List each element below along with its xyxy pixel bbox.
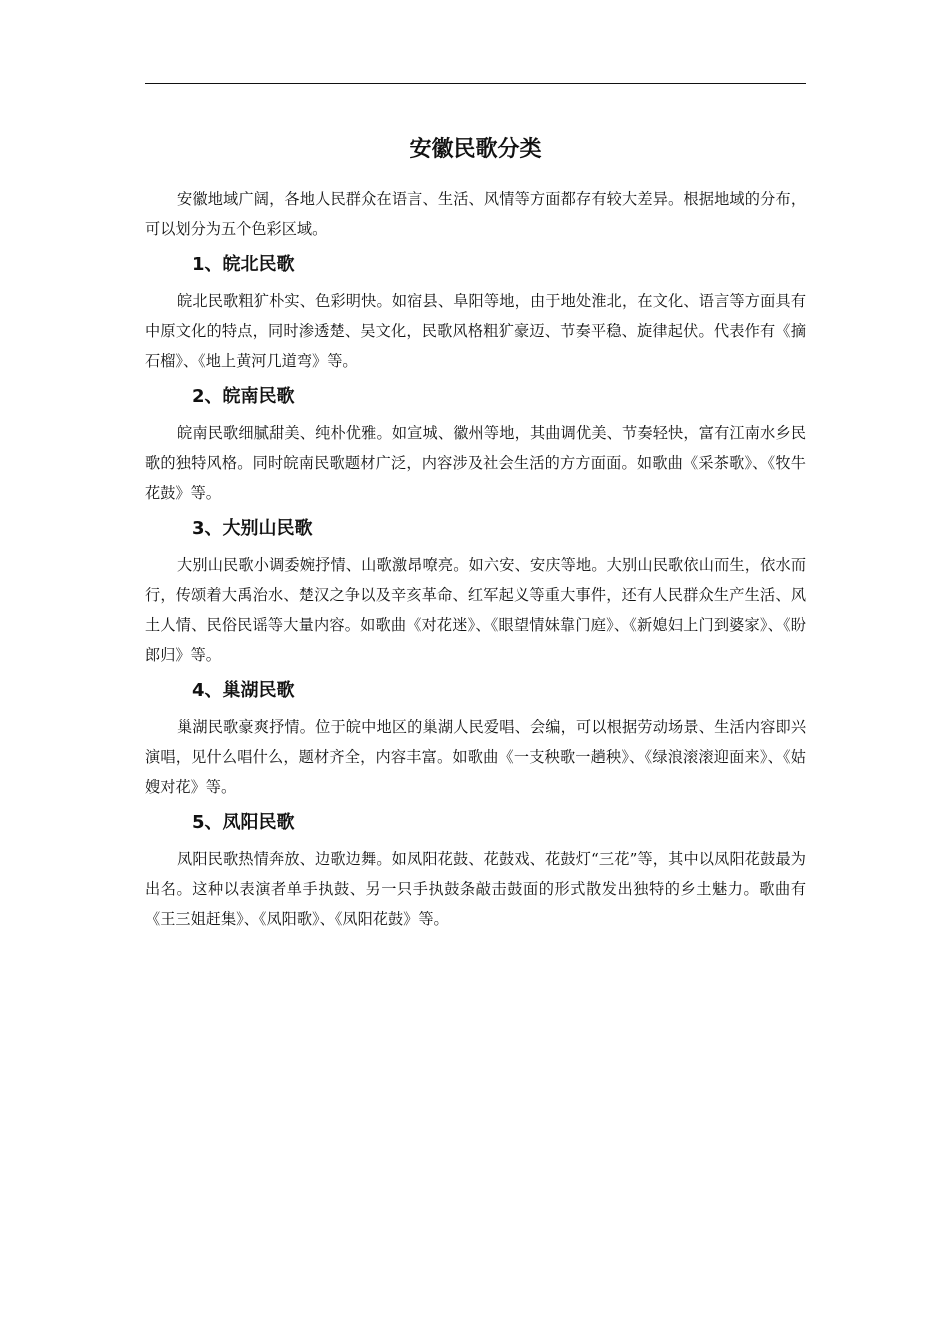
intro-paragraph: 安徽地域广阔，各地人民群众在语言、生活、风情等方面都存有较大差异。根据地域的分布，可以划分为五个色彩区域。 — [145, 190, 806, 238]
section-dabieshan — [145, 508, 806, 670]
section-heading: 5、凤阳民歌 — [192, 812, 295, 833]
section-paragraph: 大别山民歌小调委婉抒情、山歌激昂嘹亮。如六安、安庆等地。大别山民歌依山而生，依水而行，传颂着大禹治水、楚汉之争以及辛亥革命、红军起义等重大事件，还有人民群众生产生活、风土人情、民俗民谣等大量内容。如歌曲《对花迷》、《眼望情妹靠门庭》、《新媳妇上门到婆家》、《盼郎归》等。 — [145, 556, 806, 664]
section-heading: 4、巢湖民歌 — [192, 680, 295, 701]
section-heading: 1、皖北民歌 — [192, 254, 295, 275]
section-wannan — [145, 376, 806, 508]
document-title: 安徽民歌分类 — [409, 137, 542, 162]
section-heading: 3、大别山民歌 — [192, 518, 313, 539]
section-fengyang — [145, 802, 806, 934]
section-heading: 2、皖南民歌 — [192, 386, 295, 407]
section-paragraph: 巢湖民歌豪爽抒情。位于皖中地区的巢湖人民爱唱、会编，可以根据劳动场景、生活内容即兴演唱，见什么唱什么，题材齐全，内容丰富。如歌曲《一支秧歌一趟秧》、《绿浪滚滚迎面来》、《姑嫂对花》等。 — [145, 718, 806, 796]
section-paragraph: 皖南民歌细腻甜美、纯朴优雅。如宣城、徽州等地，其曲调优美、节奏轻快，富有江南水乡民歌的独特风格。同时皖南民歌题材广泛，内容涉及社会生活的方方面面。如歌曲《采茶歌》、《牧牛花鼓》等。 — [145, 424, 806, 502]
section-paragraph: 皖北民歌粗犷朴实、色彩明快。如宿县、阜阳等地，由于地处淮北，在文化、语言等方面具有中原文化的特点，同时渗透楚、吴文化，民歌风格粗犷豪迈、节奏平稳、旋律起伏。代表作有《摘石榴》、《地上黄河几道弯》等。 — [145, 292, 806, 370]
section-paragraph: 凤阳民歌热情奔放、边歌边舞。如凤阳花鼓、花鼓戏、花鼓灯“三花”等，其中以凤阳花鼓最为出名。这种以表演者单手执鼓、另一只手执鼓条敲击鼓面的形式散发出独特的乡土魅力。歌曲有《王三姐赶集》、《凤阳歌》、《凤阳花鼓》等。 — [145, 850, 806, 928]
section-chaohu — [145, 670, 806, 802]
document-body — [145, 184, 806, 934]
header-rule — [145, 83, 806, 84]
section-wanbei — [145, 244, 806, 376]
